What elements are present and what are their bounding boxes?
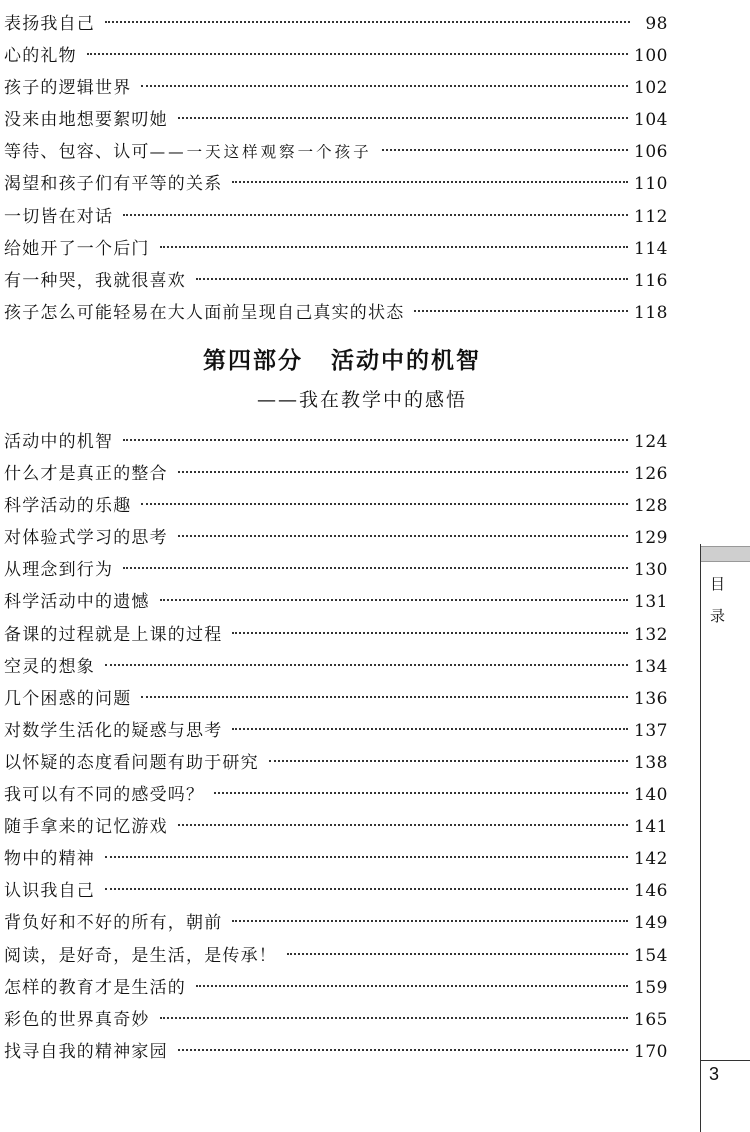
toc-entry-page: 100 bbox=[634, 46, 668, 67]
dot-leader bbox=[269, 760, 628, 762]
toc-entry bbox=[4, 8, 668, 40]
toc-entry-title-text: 对数学生活化的疑惑与思考 bbox=[4, 720, 223, 741]
toc-entry-page: 132 bbox=[634, 624, 668, 645]
toc-entry-title bbox=[4, 522, 168, 554]
side-tab-char: 目 bbox=[710, 575, 726, 593]
toc-entry-page: 136 bbox=[634, 688, 668, 709]
toc-entry-page: 159 bbox=[634, 977, 668, 998]
toc-entry-title bbox=[4, 940, 277, 972]
toc-entry-title bbox=[4, 168, 222, 200]
toc-entry-title-text: 一切皆在对话 bbox=[4, 206, 114, 227]
toc-entry-title-text: 背负好和不好的所有，朝前 bbox=[4, 913, 223, 934]
toc-entry bbox=[4, 458, 668, 490]
toc-entry-title bbox=[4, 683, 131, 715]
toc-entry bbox=[4, 104, 668, 136]
toc-entry-title bbox=[4, 843, 95, 875]
toc-entry-title bbox=[4, 1036, 168, 1068]
toc-entry-page: 137 bbox=[634, 720, 668, 741]
dot-leader bbox=[105, 856, 628, 858]
toc-entry bbox=[4, 619, 668, 651]
toc-entry-title bbox=[4, 715, 222, 747]
dot-leader bbox=[232, 181, 628, 183]
toc-entry bbox=[4, 683, 668, 715]
dot-leader bbox=[232, 728, 628, 730]
toc-entry-title-text: 备课的过程就是上课的过程 bbox=[4, 624, 223, 645]
toc-entry-title bbox=[4, 8, 95, 40]
toc-entry-title bbox=[4, 233, 150, 265]
dot-leader bbox=[123, 439, 628, 441]
toc-entry-page: 170 bbox=[634, 1041, 668, 1062]
toc-entry-title bbox=[4, 811, 168, 843]
toc-entry bbox=[4, 843, 668, 875]
dot-leader bbox=[232, 632, 628, 634]
toc-entry-title bbox=[4, 972, 186, 1004]
toc-entry-title bbox=[4, 72, 131, 104]
section-title-line bbox=[20, 342, 664, 375]
toc-entry-title-text: 心的礼物 bbox=[4, 46, 77, 67]
toc-entry-page: 134 bbox=[634, 656, 668, 677]
dot-leader bbox=[105, 21, 630, 23]
toc-entry bbox=[4, 265, 668, 297]
toc-entry-title-text: 孩子怎么可能轻易在大人面前呈现自己真实的状态 bbox=[4, 302, 405, 323]
toc-entry-page: 128 bbox=[634, 496, 668, 517]
toc-entry-page: 146 bbox=[634, 881, 668, 902]
toc-entry-title-text: 找寻自我的精神家园 bbox=[4, 1041, 168, 1062]
toc-entry-title bbox=[4, 1004, 150, 1036]
toc-entry bbox=[4, 40, 668, 72]
toc-entry bbox=[4, 586, 668, 618]
toc-entry bbox=[4, 554, 668, 586]
toc-entry-page: 149 bbox=[634, 913, 668, 934]
section-subtitle: ——我在教学中的感悟 bbox=[256, 389, 467, 411]
toc-entry-title bbox=[4, 875, 95, 907]
toc-entry-title-text: 科学活动的乐趣 bbox=[4, 496, 132, 517]
dot-leader bbox=[141, 696, 628, 698]
toc-entry-title bbox=[4, 490, 131, 522]
toc-entry bbox=[4, 1036, 668, 1068]
dot-leader bbox=[105, 664, 628, 666]
dot-leader bbox=[214, 792, 628, 794]
toc-entry bbox=[4, 972, 668, 1004]
toc-entry bbox=[4, 297, 668, 329]
toc-entry-title-text: 以怀疑的态度看问题有助于研究 bbox=[4, 752, 259, 773]
toc-entry-title bbox=[4, 426, 113, 458]
toc-entry bbox=[4, 651, 668, 683]
toc-entry-page: 154 bbox=[634, 945, 668, 966]
toc-entry-page: 112 bbox=[634, 206, 668, 227]
dot-leader bbox=[123, 567, 628, 569]
toc-entry-title-text: 没来由地想要絮叨她 bbox=[4, 110, 168, 131]
toc-entry bbox=[4, 201, 668, 233]
page-number: 3 bbox=[709, 1064, 720, 1084]
toc-entry-title-text: 物中的精神 bbox=[4, 849, 95, 870]
dot-leader bbox=[178, 535, 628, 537]
toc-entry-page: 104 bbox=[634, 110, 668, 131]
dot-leader bbox=[141, 503, 628, 505]
dot-leader bbox=[160, 1017, 628, 1019]
toc-entry-title bbox=[4, 201, 113, 233]
toc-entry-title bbox=[4, 651, 95, 683]
toc-entry-page: 142 bbox=[634, 849, 668, 870]
side-tab bbox=[700, 544, 750, 1132]
toc-entry-page: 106 bbox=[634, 142, 668, 163]
side-tab-label bbox=[710, 568, 730, 632]
toc-entry bbox=[4, 522, 668, 554]
dot-leader bbox=[178, 1049, 628, 1051]
dot-leader bbox=[382, 149, 628, 151]
toc-entry bbox=[4, 136, 668, 168]
toc-entry-page: 140 bbox=[634, 785, 668, 806]
toc-entry-title bbox=[4, 458, 168, 490]
toc-entry-page: 116 bbox=[634, 270, 668, 291]
toc-entry-title bbox=[4, 779, 204, 811]
toc-entry-title-text: 彩色的世界真奇妙 bbox=[4, 1009, 150, 1030]
toc-entry bbox=[4, 747, 668, 779]
toc-entry bbox=[4, 168, 668, 200]
toc-entry-page: 165 bbox=[634, 1009, 668, 1030]
toc-entry bbox=[4, 72, 668, 104]
toc-entry-title bbox=[4, 136, 372, 168]
toc-entry-page: 130 bbox=[634, 560, 668, 581]
side-tab-char: 录 bbox=[710, 607, 726, 625]
toc-entry-title bbox=[4, 265, 186, 297]
dot-leader bbox=[123, 214, 628, 216]
toc-entry-title-text: 科学活动中的遗憾 bbox=[4, 592, 150, 613]
toc-entry-page: 98 bbox=[645, 14, 668, 34]
section-part: 第四部分 bbox=[203, 347, 303, 374]
toc-entry-title-text: 几个困惑的问题 bbox=[4, 688, 132, 709]
toc-entry-title-text: 随手拿来的记忆游戏 bbox=[4, 817, 168, 838]
toc-entry bbox=[4, 1004, 668, 1036]
toc-entry bbox=[4, 715, 668, 747]
toc-entry bbox=[4, 779, 668, 811]
toc-entry-title bbox=[4, 554, 113, 586]
toc-entry-page: 114 bbox=[634, 238, 668, 259]
toc-entry bbox=[4, 907, 668, 939]
dot-leader bbox=[178, 824, 628, 826]
toc-entry-page: 138 bbox=[634, 752, 668, 773]
toc-entry-title-text: 等待、包容、认可 bbox=[4, 142, 150, 163]
toc-entry-subtitle: ——一天这样观察一个孩子 bbox=[149, 143, 372, 162]
dot-leader bbox=[87, 53, 628, 55]
toc-entry-title bbox=[4, 586, 150, 618]
dot-leader bbox=[105, 888, 628, 890]
toc-entry-page: 102 bbox=[634, 78, 668, 99]
toc-entry bbox=[4, 490, 668, 522]
toc-entry bbox=[4, 811, 668, 843]
toc-entry-page: 110 bbox=[634, 174, 668, 195]
side-tab-bar bbox=[701, 546, 750, 562]
toc-entry-title bbox=[4, 297, 404, 329]
toc-entry-page: 129 bbox=[634, 528, 668, 549]
section-heading bbox=[0, 342, 664, 412]
toc-entry-title bbox=[4, 747, 259, 779]
toc-entry-title-text: 怎样的教育才是生活的 bbox=[4, 977, 186, 998]
dot-leader bbox=[287, 953, 628, 955]
toc-entry-title-text: 空灵的想象 bbox=[4, 656, 95, 677]
toc-entry-title bbox=[4, 907, 222, 939]
dot-leader bbox=[178, 117, 628, 119]
toc-entry-page: 141 bbox=[634, 817, 668, 838]
toc-entry-page: 124 bbox=[634, 432, 668, 452]
toc-entry-title-text: 阅读，是好奇，是生活，是传承！ bbox=[4, 945, 277, 966]
toc-entry-title-text: 活动中的机智 bbox=[4, 432, 114, 452]
dot-leader bbox=[178, 471, 628, 473]
toc-entry bbox=[4, 940, 668, 972]
section-title: 活动中的机智 bbox=[331, 347, 481, 374]
toc-entry-title-text: 从理念到行为 bbox=[4, 560, 114, 581]
toc-entry-page: 126 bbox=[634, 464, 668, 485]
toc-entry-title bbox=[4, 619, 222, 651]
toc-entry bbox=[4, 233, 668, 265]
dot-leader bbox=[141, 85, 628, 87]
toc-entry bbox=[4, 426, 668, 458]
dot-leader bbox=[232, 920, 628, 922]
toc-entry-title-text: 什么才是真正的整合 bbox=[4, 464, 168, 485]
dot-leader bbox=[196, 985, 628, 987]
toc-entry-page: 131 bbox=[634, 592, 668, 613]
toc-entry-title bbox=[4, 104, 168, 136]
toc-entry-title-text: 表扬我自己 bbox=[4, 14, 95, 34]
toc-entry-title-text: 孩子的逻辑世界 bbox=[4, 78, 132, 99]
toc-entry-title-text: 有一种哭，我就很喜欢 bbox=[4, 270, 186, 291]
toc-entry-title-text: 我可以有不同的感受吗？ bbox=[4, 785, 205, 806]
toc-list-bottom bbox=[4, 426, 668, 1068]
dot-leader bbox=[196, 278, 628, 280]
toc-entry-page: 118 bbox=[634, 302, 668, 323]
dot-leader bbox=[160, 246, 628, 248]
toc-entry-title bbox=[4, 40, 77, 72]
side-tab-rule bbox=[701, 1060, 750, 1061]
dot-leader bbox=[414, 310, 628, 312]
toc-entry bbox=[4, 875, 668, 907]
toc-list-top bbox=[4, 8, 668, 329]
toc-entry-title-text: 渴望和孩子们有平等的关系 bbox=[4, 174, 223, 195]
toc-entry-title-text: 对体验式学习的思考 bbox=[4, 528, 168, 549]
toc-entry-title-text: 给她开了一个后门 bbox=[4, 238, 150, 259]
dot-leader bbox=[160, 599, 628, 601]
toc-entry-title-text: 认识我自己 bbox=[4, 881, 95, 902]
